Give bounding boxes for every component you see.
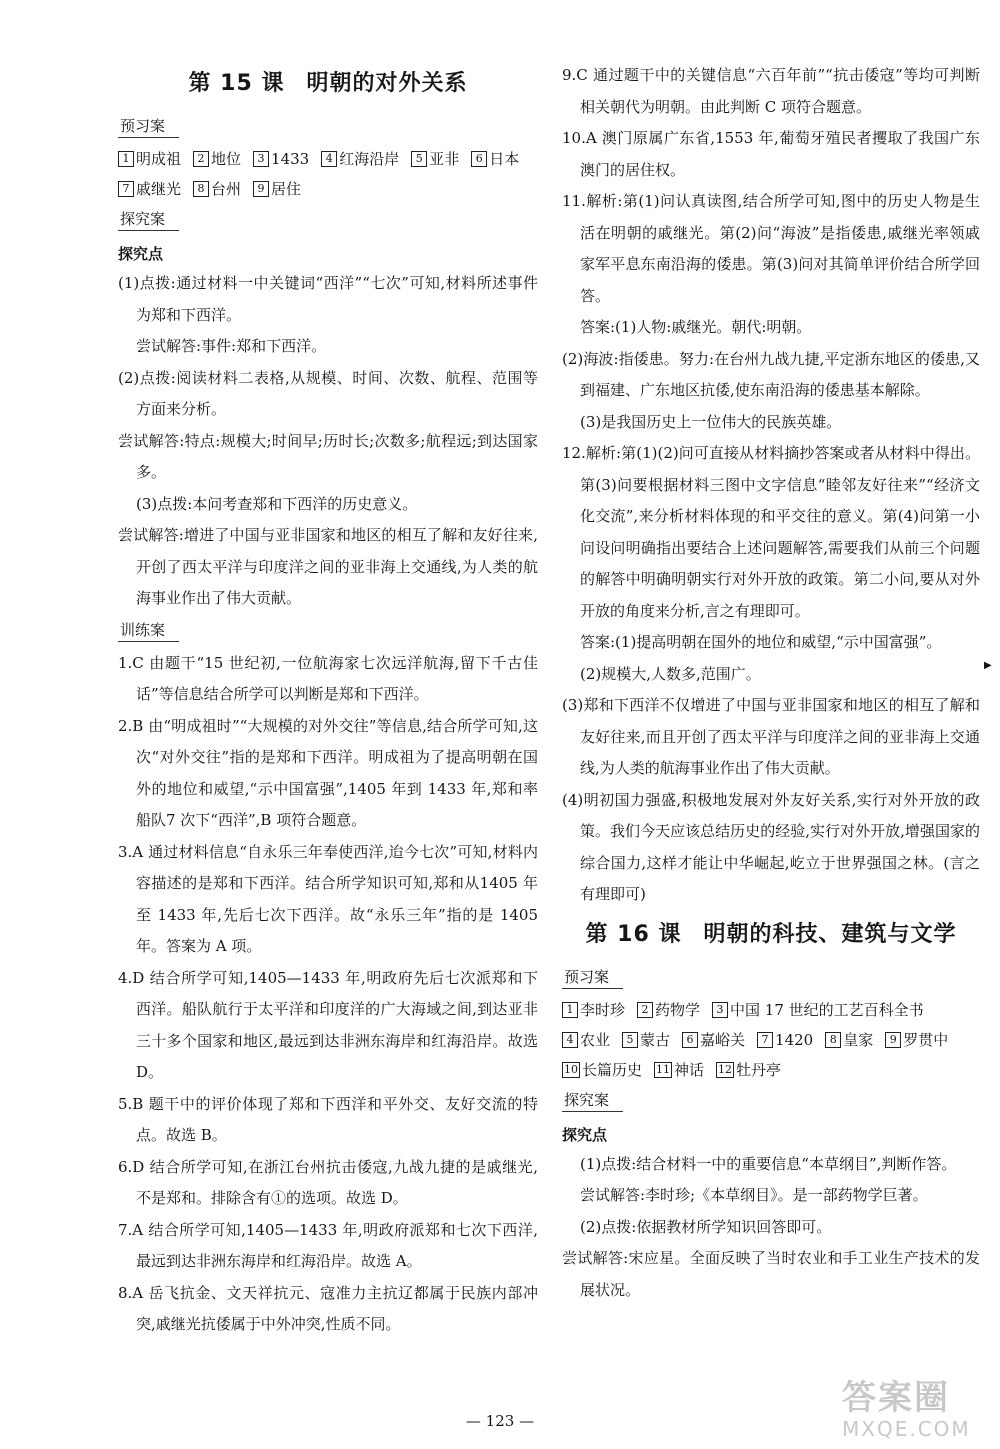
watermark-text: 答案圈 (842, 1378, 950, 1418)
answer-number-box: 6 (682, 1032, 698, 1048)
answer-number-box: 3 (712, 1002, 728, 1018)
exercise-item: 9.C 通过题干中的关键信息“六百年前”“抗击倭寇”等均可判断相关朝代为明朝。由此判断 C 项符合题意。 (562, 66, 980, 116)
preview-answer-item (193, 150, 241, 168)
answer-text: 地位 (211, 150, 242, 168)
preview-answer-item (562, 1061, 642, 1079)
preview-answer-item (562, 1031, 610, 1049)
answer-number-box: 12 (718, 1062, 733, 1076)
lesson-16-title (562, 917, 980, 948)
preview-section-label: 预习案 (118, 115, 179, 138)
preview-section-label: 预习案 (562, 966, 623, 989)
preview-answer-item (321, 150, 399, 168)
page-number: — 123 — (465, 1412, 535, 1430)
answer-text: 1420 (775, 1030, 814, 1049)
answer-number-box: 8 (193, 181, 209, 197)
analysis-text: 12.解析:第(1)(2)问可直接从材料摘抄答案或者从材料中得出。第(3)问要根据材料三图中文字信息“睦邻友好往来”“经济文化交流”,来分析材料体现的和平交往的意义。第(4)问第一小问设问明确指出要结合上述问题解答,需要我们从前三个问题的解答中明确明朝实行对外开放的政策。第二小问,要从对外开放的角度来分析,言之有理即可。 (562, 444, 981, 620)
answer-text: 尝试解答:宋应星。全面反映了当时农业和手工业生产技术的发展状况。 (562, 1249, 980, 1299)
answer-text: 李时珍 (580, 1000, 626, 1019)
answer-text: 中国 17 世纪的工艺百科全书 (730, 1000, 924, 1019)
answer-text: 日本 (489, 150, 520, 168)
explore-section-label: 探究案 (118, 208, 179, 231)
lesson-number: 第 16 课 (585, 921, 682, 947)
answer-number-box: 5 (411, 151, 427, 167)
explore-point-heading: 探究点 (562, 1125, 608, 1144)
answer-text: (3)是我国历史上一位伟大的民族英雄。 (580, 412, 842, 431)
preview-answer-item (712, 1001, 924, 1019)
answer-text: 尝试解答:特点:规模大;时间早;历时长;次数多;航程远;到达国家多。 (118, 431, 538, 481)
answer-text: 农业 (580, 1030, 611, 1049)
lesson-name: 明朝的科技、建筑与文学 (703, 921, 957, 947)
answer-number-box: 1 (118, 151, 134, 167)
answer-number-box: 7 (757, 1032, 773, 1048)
exercise-item: 7.A 结合所学可知,1405—1433 年,明政府派郑和七次下西洋,最远到达非洲东海岸和红海沿岸。故选 A。 (118, 1220, 538, 1270)
preview-answer-item (682, 1031, 745, 1049)
answer-number-box: 9 (253, 181, 269, 197)
answer-number-box: 9 (885, 1032, 901, 1048)
answer-text: 神话 (674, 1060, 705, 1079)
answer-text: 蒙古 (640, 1030, 671, 1049)
answer-text: 红海沿岸 (339, 150, 400, 168)
preview-answer-item (471, 150, 519, 168)
preview-answers-row (562, 995, 980, 1025)
preview-answer-item (757, 1031, 813, 1049)
exercise-item: 3.A 通过材料信息“自永乐三年奉使西洋,迨今七次”可知,材料内容描述的是郑和下西洋。结合所学知识可知,郑和从1405 年至 1433 年,先后七次下西洋。故“永乐三年”指的是 1405 年。答案为 A 项。 (118, 842, 538, 955)
triangle-marker-icon: ▶ (984, 660, 992, 671)
answer-text: 尝试解答:增进了中国与亚非国家和地区的相互了解和友好往来,开创了西太平洋与印度洋之间的亚非海上交通线,为人类的航海事业作出了伟大贡献。 (118, 526, 538, 607)
watermark-logo (842, 1378, 990, 1442)
answer-text: 明成祖 (136, 150, 182, 168)
answer-number-box: 2 (637, 1002, 653, 1018)
right-column (562, 60, 980, 1306)
preview-answer-item (253, 150, 309, 168)
answer-text: 台州 (211, 180, 242, 198)
exercise-item: 4.D 结合所学可知,1405—1433 年,明政府先后七次派郑和下西洋。船队航行于太平洋和印度洋的广大海域之间,到达亚非三十多个国家和地区,最远到达非洲东海岸和红海沿岸。故选 D。 (118, 968, 538, 1081)
answer-text: 尝试解答:事件:郑和下西洋。 (136, 337, 327, 355)
answer-number-box: 4 (321, 151, 337, 167)
preview-answers-row (562, 1025, 980, 1055)
answer-text: 牡丹亭 (736, 1060, 782, 1079)
answer-number-box: 8 (825, 1032, 841, 1048)
preview-answers-row (118, 144, 538, 174)
exercise-item: 6.D 结合所学可知,在浙江台州抗击倭寇,九战九捷的是戚继光,不是郑和。排除含有①的选项。故选 D。 (118, 1157, 538, 1207)
preview-answer-item (825, 1031, 873, 1049)
hint-text: (1)点拨:通过材料一中关键词“西洋”“七次”可知,材料所述事件为郑和下西洋。 (118, 274, 538, 324)
hint-text: (2)点拨:阅读材料二表格,从规模、时间、次数、航程、范围等方面来分析。 (118, 368, 538, 418)
answer-number-box: 4 (562, 1032, 578, 1048)
preview-answer-item (118, 150, 181, 168)
answer-number-box: 5 (622, 1032, 638, 1048)
answer-text: 皇家 (843, 1030, 874, 1049)
preview-answers-row (118, 174, 538, 204)
answer-text: 药物学 (655, 1000, 701, 1019)
answer-text: (2)海波:指倭患。努力:在台州九战九捷,平定浙东地区的倭患,又到福建、广东地区抗倭,使东南沿海的倭患基本解除。 (562, 349, 980, 399)
preview-answer-item (562, 1001, 625, 1019)
watermark-url: MXQE.COM (842, 1417, 971, 1441)
training-section-label: 训练案 (118, 619, 179, 642)
exercise-item: 10.A 澳门原属广东省,1553 年,葡萄牙殖民者攫取了我国广东澳门的居住权。 (562, 129, 980, 179)
answer-number-box: 3 (253, 151, 269, 167)
preview-answer-item (716, 1061, 781, 1079)
preview-answer-item (637, 1001, 700, 1019)
explore-point-heading: 探究点 (118, 245, 164, 263)
lesson-name: 明朝的对外关系 (306, 71, 468, 96)
preview-answer-item (411, 150, 459, 168)
exercise-item: 5.B 题干中的评价体现了郑和下西洋和平外交、友好交流的特点。故选 B。 (118, 1094, 538, 1144)
answer-number-box: 6 (471, 151, 487, 167)
answer-number-box: 1 (562, 1002, 578, 1018)
hint-text: (1)点拨:结合材料一中的重要信息“本草纲目”,判断作答。 (580, 1154, 957, 1173)
answer-text: (3)郑和下西洋不仅增进了中国与亚非国家和地区的相互了解和友好往来,而且开创了西太平洋与印度洋之间的亚非海上交通线,为人类的航海事业作出了伟大贡献。 (562, 696, 980, 777)
answer-text: 亚非 (429, 150, 460, 168)
answer-text: 长篇历史 (582, 1060, 643, 1079)
lesson-number: 第 15 课 (188, 71, 285, 96)
answer-text: 罗贯中 (903, 1030, 949, 1049)
answer-number-box: 7 (118, 181, 134, 197)
exercise-item: 2.B 由“明成祖时”“大规模的对外交往”等信息,结合所学可知,这次“对外交往”指的是郑和下西洋。明成祖为了提高明朝在国外的地位和威望,“示中国富强”,1405 年到 1433 年,郑和率船队7 次下“西洋”,B 项符合题意。 (118, 716, 538, 829)
answer-text: 1433 (271, 150, 310, 168)
answer-text: (2)规模大,人数多,范围广。 (580, 664, 761, 683)
answer-text: 嘉峪关 (700, 1030, 746, 1049)
answer-text: 尝试解答:李时珍;《本草纲目》。是一部药物学巨著。 (580, 1186, 928, 1204)
preview-answer-item (193, 180, 241, 198)
preview-answers-row (562, 1055, 980, 1085)
preview-answer-item (885, 1031, 948, 1049)
answer-text: 答案:(1)提高明朝在国外的地位和威望,“示中国富强”。 (580, 633, 942, 651)
preview-answer-item (118, 180, 181, 198)
hint-text: (2)点拨:依据教材所学知识回答即可。 (580, 1217, 832, 1236)
answer-number-box: 10 (564, 1062, 578, 1076)
preview-answer-item (622, 1031, 670, 1049)
hint-text: (3)点拨:本问考查郑和下西洋的历史意义。 (136, 494, 418, 513)
exercise-item: 1.C 由题干“15 世纪初,一位航海家七次远洋航海,留下千古佳话”等信息结合所学可以判断是郑和下西洋。 (118, 653, 538, 703)
exercise-item: 8.A 岳飞抗金、文天祥抗元、寇准力主抗辽都属于民族内部冲突,戚继光抗倭属于中外冲突,性质不同。 (118, 1283, 538, 1333)
answer-text: (4)明初国力强盛,积极地发展对外友好关系,实行对外开放的政策。我们今天应该总结历史的经验,实行对外开放,增强国家的综合国力,这样才能让中华崛起,屹立于世界强国之林。(言之有理即可) (562, 790, 980, 903)
lesson-15-title (118, 66, 538, 97)
answer-number-box: 2 (193, 151, 209, 167)
answer-text: 答案:(1)人物:戚继光。朝代:明朝。 (580, 318, 812, 336)
preview-answer-item (654, 1061, 704, 1079)
explore-section-label: 探究案 (562, 1089, 623, 1112)
analysis-text: 11.解析:第(1)问认真读图,结合所学可知,图中的历史人物是生活在明朝的戚继光。第(2)问“海波”是指倭患,戚继光率领戚家军平息东南沿海的倭患。第(3)问对其简单评价结合所学回答。 (562, 192, 980, 305)
left-column (118, 60, 538, 1341)
answer-number-box: 11 (656, 1062, 671, 1076)
preview-answer-item (253, 180, 301, 198)
answer-text: 居住 (271, 180, 302, 198)
answer-text: 戚继光 (136, 180, 182, 198)
